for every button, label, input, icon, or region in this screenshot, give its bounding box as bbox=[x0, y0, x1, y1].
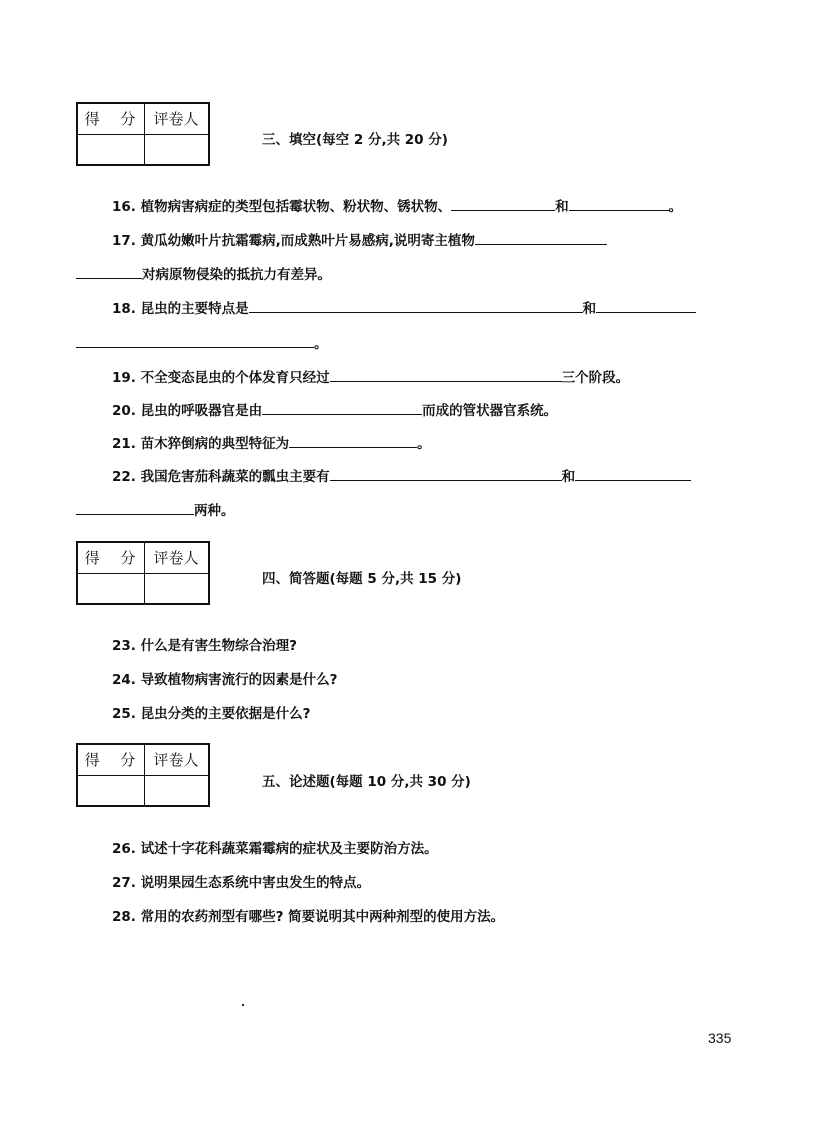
answer-blank[interactable] bbox=[569, 197, 669, 212]
question-27: 27. 说明果园生态系统中害虫发生的特点。 bbox=[112, 875, 371, 891]
question-17-cont-text: 对病原物侵染的抵抗力有差异。 bbox=[142, 267, 331, 283]
answer-blank[interactable] bbox=[289, 434, 417, 449]
answer-blank[interactable] bbox=[475, 231, 607, 246]
question-22 bbox=[112, 465, 691, 485]
section-title-short-answer: 四、简答题(每题 5 分,共 15 分) bbox=[262, 571, 462, 587]
question-21-end: 。 bbox=[417, 436, 431, 452]
answer-blank[interactable] bbox=[76, 501, 194, 516]
answer-blank[interactable] bbox=[451, 197, 555, 212]
answer-blank[interactable] bbox=[249, 299, 583, 314]
score-box bbox=[76, 102, 210, 166]
question-17-continued bbox=[76, 263, 331, 283]
answer-blank[interactable] bbox=[596, 299, 696, 314]
question-26: 26. 试述十字花科蔬菜霜霉病的症状及主要防治方法。 bbox=[112, 841, 438, 857]
score-box bbox=[76, 541, 210, 605]
score-label: 得 分 bbox=[84, 751, 144, 769]
score-label: 得 分 bbox=[84, 549, 144, 567]
question-24: 24. 导致植物病害流行的因素是什么? bbox=[112, 672, 338, 688]
question-17-text: 17. 黄瓜幼嫩叶片抗霜霉病,而成熟叶片易感病,说明寄主植物 bbox=[112, 233, 475, 249]
answer-blank[interactable] bbox=[575, 467, 691, 482]
grader-label: 评卷人 bbox=[153, 549, 199, 567]
question-23: 23. 什么是有害生物综合治理? bbox=[112, 638, 297, 654]
question-16-text: 16. 植物病害病症的类型包括霉状物、粉状物、锈状物、 bbox=[112, 199, 452, 215]
question-20-end: 而成的管状器官系统。 bbox=[422, 403, 558, 419]
question-25: 25. 昆虫分类的主要依据是什么? bbox=[112, 706, 311, 722]
question-21 bbox=[112, 432, 431, 452]
question-19-end: 三个阶段。 bbox=[561, 370, 630, 386]
question-22-text: 22. 我国危害茄科蔬菜的瓢虫主要有 bbox=[112, 469, 330, 485]
question-22-continued bbox=[76, 499, 235, 519]
question-22-and: 和 bbox=[561, 469, 576, 485]
grader-label: 评卷人 bbox=[153, 751, 199, 769]
score-label: 得 分 bbox=[84, 110, 144, 128]
grader-label: 评卷人 bbox=[153, 110, 199, 128]
score-box bbox=[76, 743, 210, 807]
question-19-text: 19. 不全变态昆虫的个体发育只经过 bbox=[112, 370, 330, 386]
question-18-end: 。 bbox=[314, 336, 328, 352]
question-16-and: 和 bbox=[555, 199, 569, 215]
question-16 bbox=[112, 195, 682, 215]
section-title-fill-in: 三、填空(每空 2 分,共 20 分) bbox=[262, 132, 448, 148]
question-19 bbox=[112, 366, 629, 386]
question-18-and: 和 bbox=[582, 301, 597, 317]
question-20 bbox=[112, 399, 557, 419]
question-22-cont-text: 两种。 bbox=[194, 503, 235, 519]
stray-mark bbox=[242, 1004, 244, 1006]
answer-blank[interactable] bbox=[262, 401, 422, 416]
section-title-essay: 五、论述题(每题 10 分,共 30 分) bbox=[262, 774, 471, 790]
question-18-continued bbox=[76, 332, 328, 352]
question-28: 28. 常用的农药剂型有哪些? 简要说明其中两种剂型的使用方法。 bbox=[112, 909, 505, 925]
question-20-text: 20. 昆虫的呼吸器官是由 bbox=[112, 403, 263, 419]
question-16-end: 。 bbox=[668, 199, 683, 215]
question-18-text: 18. 昆虫的主要特点是 bbox=[112, 301, 249, 317]
question-17 bbox=[112, 229, 607, 249]
answer-blank[interactable] bbox=[76, 265, 142, 280]
page-number: 335 bbox=[708, 1030, 732, 1046]
answer-blank[interactable] bbox=[330, 467, 562, 482]
answer-blank[interactable] bbox=[330, 368, 562, 383]
question-18 bbox=[112, 297, 696, 317]
answer-blank[interactable] bbox=[76, 334, 314, 349]
question-21-text: 21. 苗木猝倒病的典型特征为 bbox=[112, 436, 290, 452]
